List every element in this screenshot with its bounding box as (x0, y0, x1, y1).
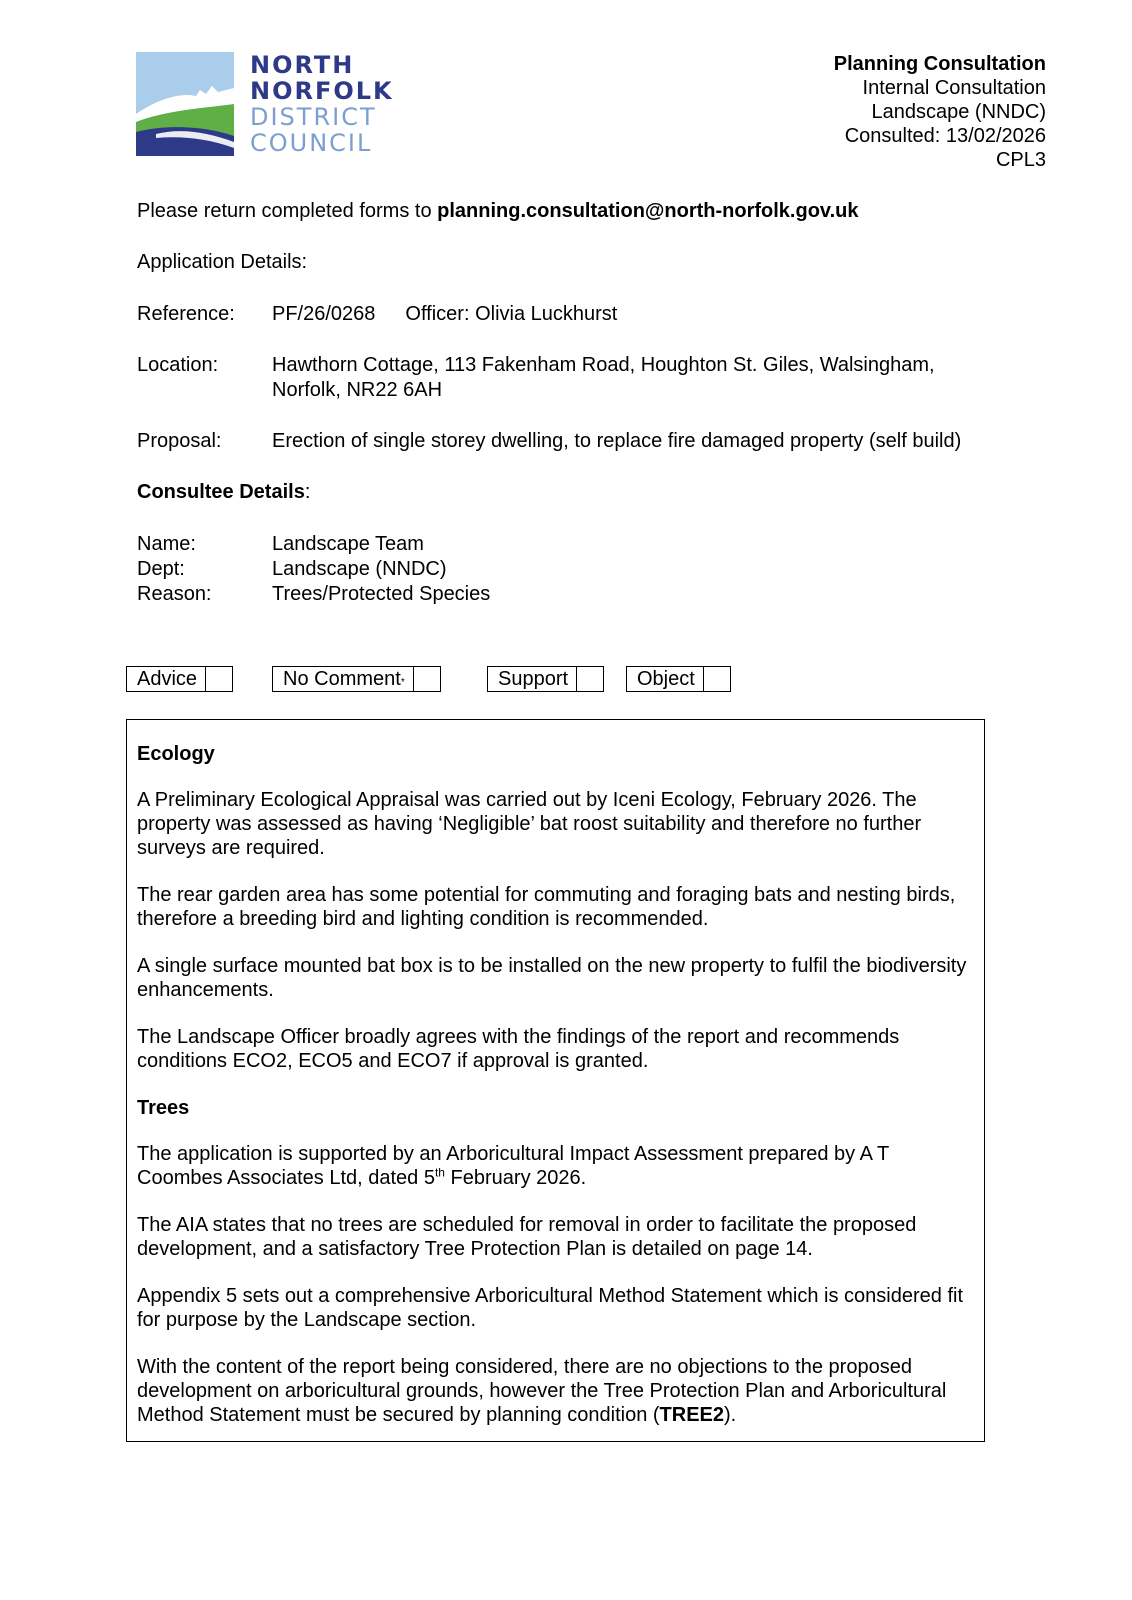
trees-heading: Trees (137, 1097, 190, 1119)
location-row (137, 353, 935, 403)
logo-line-north: NORTH (250, 51, 355, 79)
logo-line-norfolk: NORFOLK (250, 77, 394, 105)
return-text: Please return completed forms to (137, 200, 438, 222)
officer-value: Officer: Olivia Luckhurst (405, 303, 618, 325)
consultee-details-heading (137, 480, 310, 505)
reason-value: Trees/Protected Species (272, 583, 491, 605)
support-label: Support (498, 668, 569, 690)
application-details-heading: Application Details: (137, 251, 308, 273)
consultee-heading-colon: : (304, 481, 311, 503)
object-option[interactable] (626, 666, 731, 692)
consultation-header (834, 52, 1046, 172)
no-comment-checkbox[interactable] (413, 667, 440, 691)
header-consulted-date: Consulted: 13/02/2026 (844, 125, 1046, 147)
return-instructions (137, 199, 858, 224)
reason-label: Reason: (137, 583, 212, 605)
trees-p4-condition: TREE2 (659, 1404, 724, 1426)
advice-label: Advice (137, 668, 198, 690)
comments-panel (126, 719, 985, 1442)
trees-paragraph-4 (137, 1355, 967, 1427)
dept-label: Dept: (137, 558, 185, 580)
reference-label: Reference: (137, 303, 235, 325)
council-logo-emblem (136, 52, 234, 156)
support-checkbox[interactable] (576, 667, 603, 691)
no-comment-text: No Comment (283, 668, 401, 690)
ecology-heading: Ecology (137, 743, 215, 765)
object-label: Object (637, 668, 695, 690)
support-option[interactable] (487, 666, 604, 692)
reference-row (137, 302, 617, 327)
location-line-2: Norfolk, NR22 6AH (272, 379, 443, 401)
dept-value: Landscape (NNDC) (272, 558, 447, 580)
trees-p1-superscript: th (434, 1165, 445, 1180)
logo-line-district: DISTRICT (250, 103, 377, 131)
council-logo (136, 52, 396, 162)
no-comment-option[interactable] (272, 666, 441, 692)
trees-p1-text: The application is supported by an Arboricultural Impact Assessment prepared by A T Coombes Associates Ltd, dated 5 (137, 1143, 889, 1189)
trees-paragraph-2: The AIA states that no trees are scheduled for removal in order to facilitate the proposed development, and a satisfactory Tree Protection Plan is detailed on page 14. (137, 1214, 917, 1260)
consultee-block (137, 532, 490, 607)
header-title: Planning Consultation (833, 53, 1046, 75)
trees-p1-text-end: February 2026. (444, 1167, 587, 1189)
proposal-label: Proposal: (137, 430, 222, 452)
no-comment-asterisk: * (400, 677, 405, 688)
header-type: Internal Consultation (862, 77, 1046, 99)
header-code: CPL3 (995, 149, 1046, 171)
advice-checkbox[interactable] (205, 667, 232, 691)
comments-content (137, 742, 967, 1450)
location-label: Location: (137, 354, 219, 376)
consultee-heading-text: Consultee Details (137, 481, 305, 503)
ecology-paragraph-3: A single surface mounted bat box is to be installed on the new property to fulfil the biodiversity enhancements. (137, 955, 967, 1001)
name-label: Name: (137, 533, 196, 555)
proposal-value: Erection of single storey dwelling, to replace fire damaged property (self build) (272, 430, 962, 452)
header-dept: Landscape (NNDC) (871, 101, 1046, 123)
reference-value: PF/26/0268 (272, 303, 376, 325)
trees-paragraph-1 (137, 1142, 967, 1190)
advice-option[interactable] (126, 666, 233, 692)
name-value: Landscape Team (272, 533, 424, 555)
no-comment-label (273, 667, 413, 691)
logo-line-council: COUNCIL (250, 129, 373, 157)
ecology-paragraph-1: A Preliminary Ecological Appraisal was carried out by Iceni Ecology, February 2026. The property was assessed as having ‘Negligible’ bat roost suitability and therefore no further surveys are required. (137, 789, 922, 859)
trees-paragraph-3: Appendix 5 sets out a comprehensive Arboricultural Method Statement which is considered fit for purpose by the Landscape section. (137, 1285, 963, 1331)
location-line-1: Hawthorn Cottage, 113 Fakenham Road, Houghton St. Giles, Walsingham, (272, 354, 935, 376)
return-email-link[interactable]: planning.consultation@north-norfolk.gov.uk (437, 200, 859, 222)
ecology-paragraph-2: The rear garden area has some potential for commuting and foraging bats and nesting birds, therefore a breeding bird and lighting condition is recommended. (137, 884, 956, 930)
proposal-row (137, 429, 961, 454)
council-logo-text (250, 52, 394, 156)
trees-p4-text-end: ). (724, 1404, 737, 1426)
object-checkbox[interactable] (703, 667, 730, 691)
ecology-paragraph-4: The Landscape Officer broadly agrees with the findings of the report and recommends conditions ECO2, ECO5 and ECO7 if approval is granted. (137, 1026, 900, 1072)
trees-p4-text: With the content of the report being considered, there are no objections to the proposed development on arboricultural grounds, however the Tree Protection Plan and Arboricultural Method Statement must be secured by planning condition ( (137, 1356, 947, 1426)
